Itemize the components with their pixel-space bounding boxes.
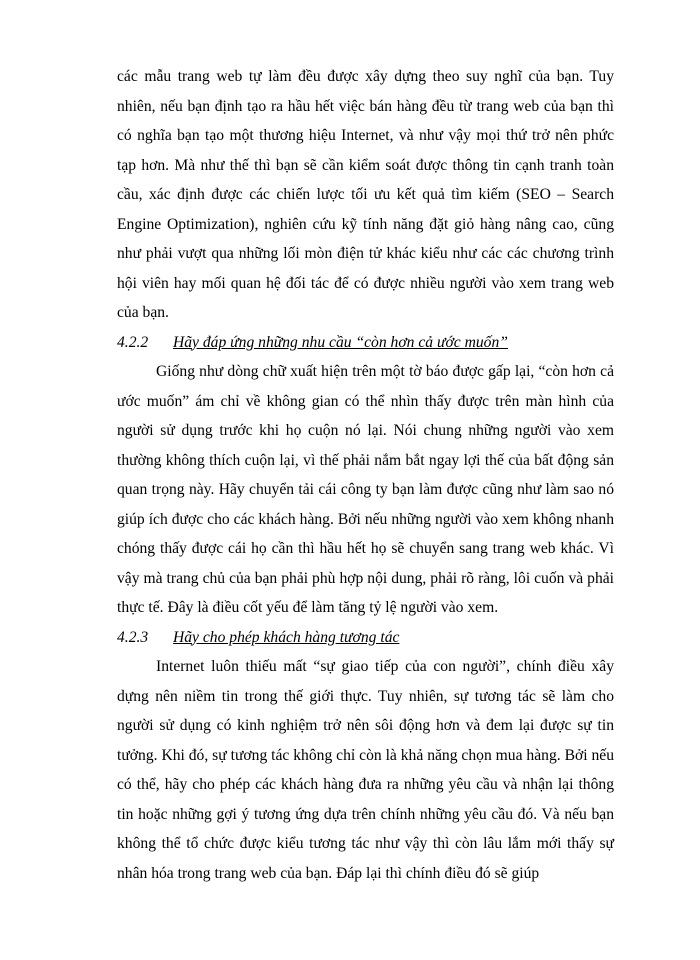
section-number: 4.2.3 [117,628,149,646]
section-number: 4.2.2 [117,333,149,351]
section-paragraph-4-2-3: Internet luôn thiếu mất “sự giao tiếp của con người”, chính điều xây dựng nên niềm tin trong thế giới thực. Tuy nhiên, sự tương tác sẽ làm cho người sử dụng có kinh nghiệm trở nên sôi động hơn và đem lại được sự tin tưởng. Khi đó, sự tương tác không chỉ còn là khả năng chọn mua hàng. Bởi nếu có thể, hãy cho phép các khách hàng đưa ra những yêu cầu và nhận lại thông tin hoặc những gợi ý tương ứng dựa trên chính những yêu cầu đó. Và nếu bạn không thể tổ chức được kiểu tương tác như vậy thì còn lâu lắm mới thấy sự nhân hóa trong trang web của bạn. Đáp lại thì chính điều đó sẽ giúp [117,658,614,882]
section-title: Hãy đáp ứng những nhu cầu “còn hơn cả ước muốn” [173,333,508,351]
section-title: Hãy cho phép khách hàng tương tác [173,628,400,646]
document-body [117,62,614,888]
section-paragraph-4-2-2: Giống như dòng chữ xuất hiện trên một tờ báo được gấp lại, “còn hơn cả ước muốn” ám chỉ về không gian có thể nhìn thấy được trên màn hình của người sử dụng trước khi họ cuộn nó lại. Nói chung những người vào xem thường không thích cuộn lại, vì thế phải nắm bắt ngay lợi thế của bất động sản quan trọng này. Hãy chuyển tải cái công ty bạn làm được cũng như làm sao nó giúp ích được cho các khách hàng. Bởi nếu những người vào xem không nhanh chóng thấy được cái họ cần thì hầu hết họ sẽ chuyển sang trang web khác. Vì vậy mà trang chủ của bạn phải phù hợp nội dung, phải rõ ràng, lôi cuốn và phải thực tế. Đây là điều cốt yếu để làm tăng tỷ lệ người vào xem. [117,363,614,616]
section-heading-4-2-2 [117,328,614,358]
paragraph-intro-continued: các mẫu trang web tự làm đều được xây dựng theo suy nghĩ của bạn. Tuy nhiên, nếu bạn định tạo ra hầu hết việc bán hàng đều từ trang web của bạn thì có nghĩa bạn tạo một thương hiệu Internet, và như vậy mọi thứ trở nên phức tạp hơn. Mà như thế thì bạn sẽ cần kiểm soát được thông tin cạnh tranh toàn cầu, xác định được các chiến lược tối ưu kết quả tìm kiếm (SEO – Search Engine Optimization), nghiên cứu kỹ tính năng đặt giỏ hàng nâng cao, cũng như phải vượt qua những lối mòn điện tử khác kiểu như các các chương trình hội viên hay mối quan hệ đối tác để có được nhiều người vào xem trang web của bạn. [117,68,614,321]
section-heading-4-2-3 [117,623,614,653]
